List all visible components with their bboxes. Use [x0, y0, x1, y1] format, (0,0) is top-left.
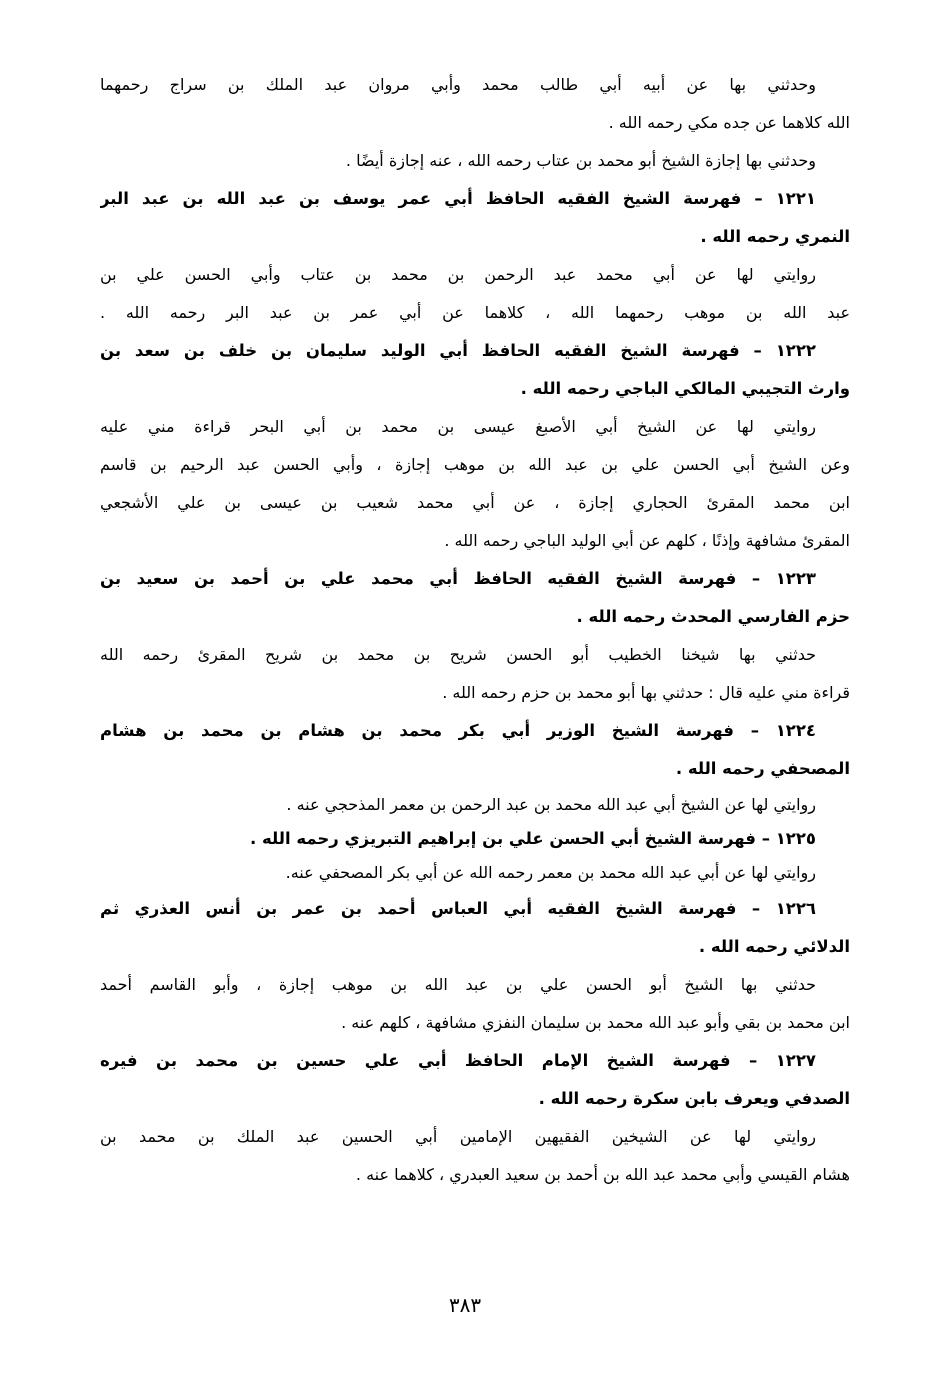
text-line: حدثني بها شيخنا الخطيب أبو الحسن شريح بن محمد بن شريح المقرئ رحمه الله	[100, 645, 816, 664]
entry-heading: ١٢٢٢ – فهرسة الشيخ الفقيه الحافظ أبي الوليد سليمان بن خلف بن سعد بن	[100, 341, 816, 360]
text-line: المقرئ مشافهة وإذنًا ، كلهم عن أبي الوليد الباجي رحمه الله .	[444, 531, 850, 550]
entry-heading: ١٢٢٥ – فهرسة الشيخ أبي الحسن علي بن إبراهيم التبريزي رحمه الله .	[250, 829, 816, 848]
text-line: حدثني بها الشيخ أبو الحسن علي بن عبد الله بن موهب إجازة ، وأبو القاسم أحمد	[100, 975, 816, 994]
text-line: الله كلاهما عن جده مكي رحمه الله .	[608, 113, 850, 132]
text-line: روايتي لها عن الشيخ أبي الأصبغ عيسى بن محمد بن أبي البحر قراءة مني عليه	[100, 417, 816, 436]
text-line: هشام القيسي وأبي محمد عبد الله بن أحمد بن سعيد العبدري ، كلاهما عنه .	[355, 1165, 850, 1184]
entry-heading: ١٢٢٣ – فهرسة الشيخ الفقيه الحافظ أبي محمد علي بن أحمد بن سعيد بن	[100, 569, 816, 588]
page-number: ٣٨٣	[448, 1293, 482, 1317]
text-line: روايتي لها عن الشيخين الفقيهين الإمامين أبي الحسين عبد الملك بن محمد بن	[100, 1127, 816, 1146]
entry-heading: ١٢٢٤ – فهرسة الشيخ الوزير أبي بكر محمد بن هشام بن محمد بن هشام	[100, 721, 816, 740]
text-line: ابن محمد المقرئ الحجاري إجازة ، عن أبي محمد شعيب بن عيسى بن علي الأشجعي	[100, 493, 850, 512]
text-line: روايتي لها عن أبي عبد الله محمد بن معمر رحمه الله عن أبي بكر المصحفي عنه.	[285, 863, 816, 882]
entry-heading: الصدفي ويعرف بابن سكرة رحمه الله .	[538, 1089, 850, 1108]
text-line: وحدثني بها إجازة الشيخ أبو محمد بن عتاب رحمه الله ، عنه إجازة أيضًا .	[345, 151, 816, 170]
text-line: وعن الشيخ أبي الحسن علي بن عبد الله بن موهب إجازة ، وأبي الحسن عبد الرحيم بن قاسم	[100, 455, 850, 474]
entry-heading: ١٢٢٧ – فهرسة الشيخ الإمام الحافظ أبي علي حسين بن محمد بن فيره	[100, 1051, 816, 1070]
text-line: قراءة مني عليه قال : حدثني بها أبو محمد بن حزم رحمه الله .	[442, 683, 850, 702]
text-line: روايتي لها عن الشيخ أبي عبد الله محمد بن عبد الرحمن بن معمر المذحجي عنه .	[286, 795, 816, 814]
text-line: ابن محمد بن بقي وأبو عبد الله محمد بن سليمان النفزي مشافهة ، كلهم عنه .	[341, 1013, 850, 1032]
entry-heading: حزم الفارسي المحدث رحمه الله .	[576, 607, 850, 626]
page-body	[100, 66, 850, 1194]
entry-heading: ١٢٢١ – فهرسة الشيخ الفقيه الحافظ أبي عمر يوسف بن عبد الله بن عبد البر	[100, 189, 816, 208]
entry-heading: الدلائي رحمه الله .	[698, 937, 850, 956]
text-line: عبد الله بن موهب رحمهما الله ، كلاهما عن أبي عمر بن عبد البر رحمه الله .	[100, 303, 850, 322]
entry-heading: النمري رحمه الله .	[700, 227, 850, 246]
entry-heading: وارث التجيبي المالكي الباجي رحمه الله .	[520, 379, 850, 398]
text-line: روايتي لها عن أبي محمد عبد الرحمن بن محمد بن عتاب وأبي الحسن علي بن	[100, 265, 816, 284]
entry-heading: المصحفي رحمه الله .	[675, 759, 850, 778]
text-line: وحدثني بها عن أبيه أبي طالب محمد وأبي مروان عبد الملك بن سراج رحمهما	[100, 75, 816, 94]
entry-heading: ١٢٢٦ – فهرسة الشيخ الفقيه أبي العباس أحمد بن عمر بن أنس العذري ثم	[100, 899, 816, 918]
